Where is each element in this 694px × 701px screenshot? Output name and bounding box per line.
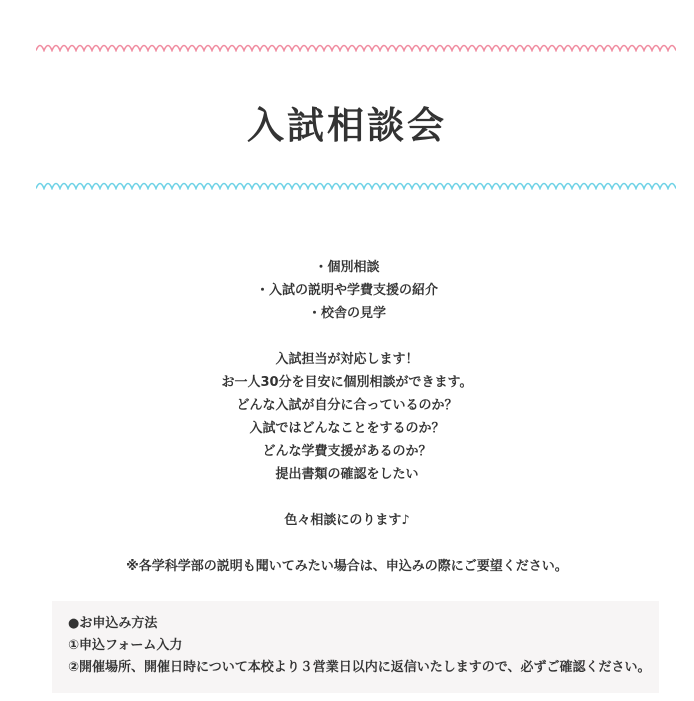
description-line: 入試担当が対応します！ xyxy=(275,352,419,367)
decorative-wave-bottom xyxy=(36,182,676,190)
application-heading: ●お申込み方法 xyxy=(68,616,158,631)
description-line: 入試ではどんなことをするのか？ xyxy=(249,421,445,436)
content-section xyxy=(0,256,694,578)
bullet-item: ・校舎の見学 xyxy=(307,306,386,321)
bullet-item: ・入試の説明や学費支援の紹介 xyxy=(255,283,438,298)
description-line: お一人30分を目安に個別相談ができます。 xyxy=(221,375,473,390)
description-line: 提出書類の確認をしたい xyxy=(275,467,419,482)
decorative-wave-top xyxy=(36,44,676,52)
description-line: どんな学費支援があるのか？ xyxy=(262,444,432,459)
page-title: 入試相談会 xyxy=(247,104,447,147)
application-method-box xyxy=(52,601,659,693)
description-line: どんな入試が自分に合っているのか？ xyxy=(236,398,458,413)
request-note: ※各学科学部の説明も聞いてみたい場合は、申込みの際にご要望ください。 xyxy=(126,559,568,574)
bullet-item: ・個別相談 xyxy=(314,260,380,275)
closing-text: 色々相談にのります♪ xyxy=(284,513,410,528)
application-step: ①申込フォーム入力 xyxy=(68,638,183,653)
application-step: ②開催場所、開催日時について本校より３営業日以内に返信いたしますので、必ずご確認ください。 xyxy=(68,660,651,675)
